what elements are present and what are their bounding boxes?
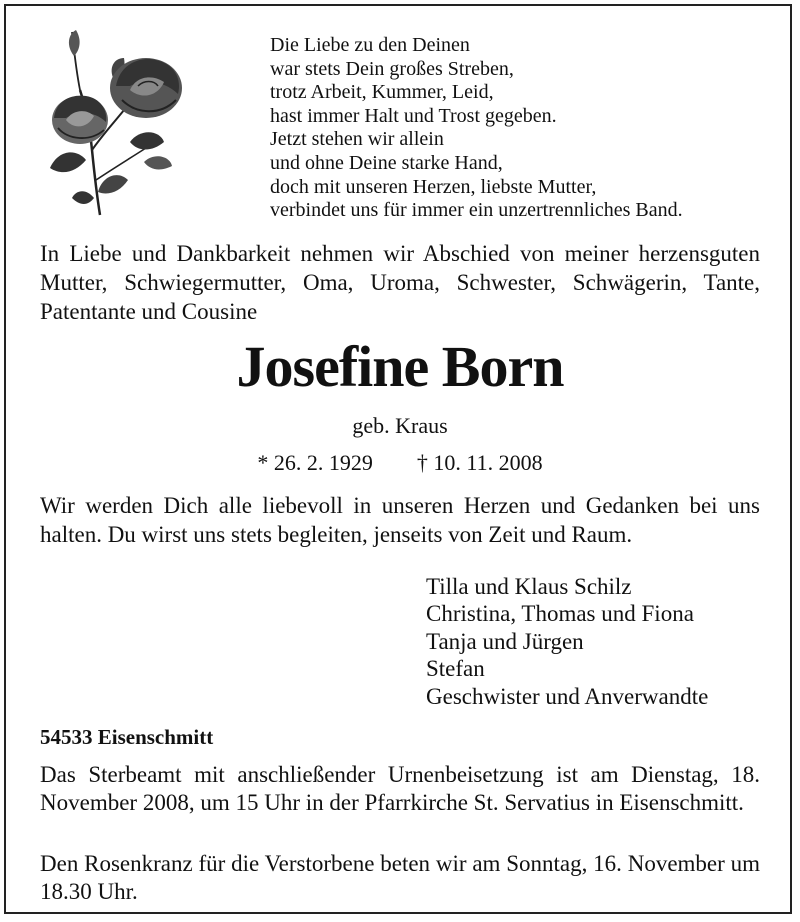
mourner-entry: Stefan — [426, 656, 485, 682]
intro-text: In Liebe und Dankbarkeit nehmen wir Abschied von meiner herzensguten Mutter, Schwiegermutter, Oma, Uroma, Schwester, Schwägerin, Tante, Patentante und Cousine — [40, 241, 760, 324]
birth-name: geb. Kraus — [352, 413, 448, 438]
mourner-entry: Tanja und Jürgen — [426, 628, 584, 654]
poem-line: war stets Dein großes Streben, — [270, 57, 514, 80]
poem-line: hast immer Halt und Trost gegeben. — [270, 104, 557, 127]
rosary-text: Den Rosenkranz für die Verstorbene beten wir am Sonntag, 16. November um 18.30 Uhr. — [40, 851, 760, 904]
deceased-name: Josefine Born — [236, 334, 564, 399]
mourner-entry: Geschwister und Anverwandte — [426, 683, 709, 709]
poem-line: Jetzt stehen wir allein — [270, 128, 444, 151]
poem-line: trotz Arbeit, Kummer, Leid, — [270, 81, 494, 104]
funeral-service-text: Das Sterbeamt mit anschließender Urnenbeisetzung ist am Dienstag, 18. November 2008, um 15 Uhr in der Pfarrkirche St. Servatius in Eisenschmitt. — [40, 762, 760, 815]
poem-line: doch mit unseren Herzen, liebste Mutter, — [270, 175, 597, 198]
memorial-poem — [270, 34, 770, 223]
mourner-entry: Tilla und Klaus Schilz — [426, 574, 632, 599]
rose-icon — [36, 20, 206, 220]
mourners-list — [426, 573, 708, 710]
poem-line: und ohne Deine starke Hand, — [270, 151, 503, 174]
mourner-entry: Christina, Thomas und Fiona — [426, 601, 694, 627]
poem-line: Die Liebe zu den Deinen — [270, 34, 470, 56]
place-heading: 54533 Eisenschmitt — [40, 725, 214, 749]
life-dates: * 26. 2. 1929 † 10. 11. 2008 — [257, 450, 543, 475]
farewell-text: Wir werden Dich alle liebevoll in unseren Herzen und Gedanken bei uns halten. Du wirst uns stets begleiten, jenseits von Zeit und Raum. — [40, 493, 760, 547]
poem-line: verbindet uns für immer ein unzertrennliches Band. — [270, 199, 683, 222]
